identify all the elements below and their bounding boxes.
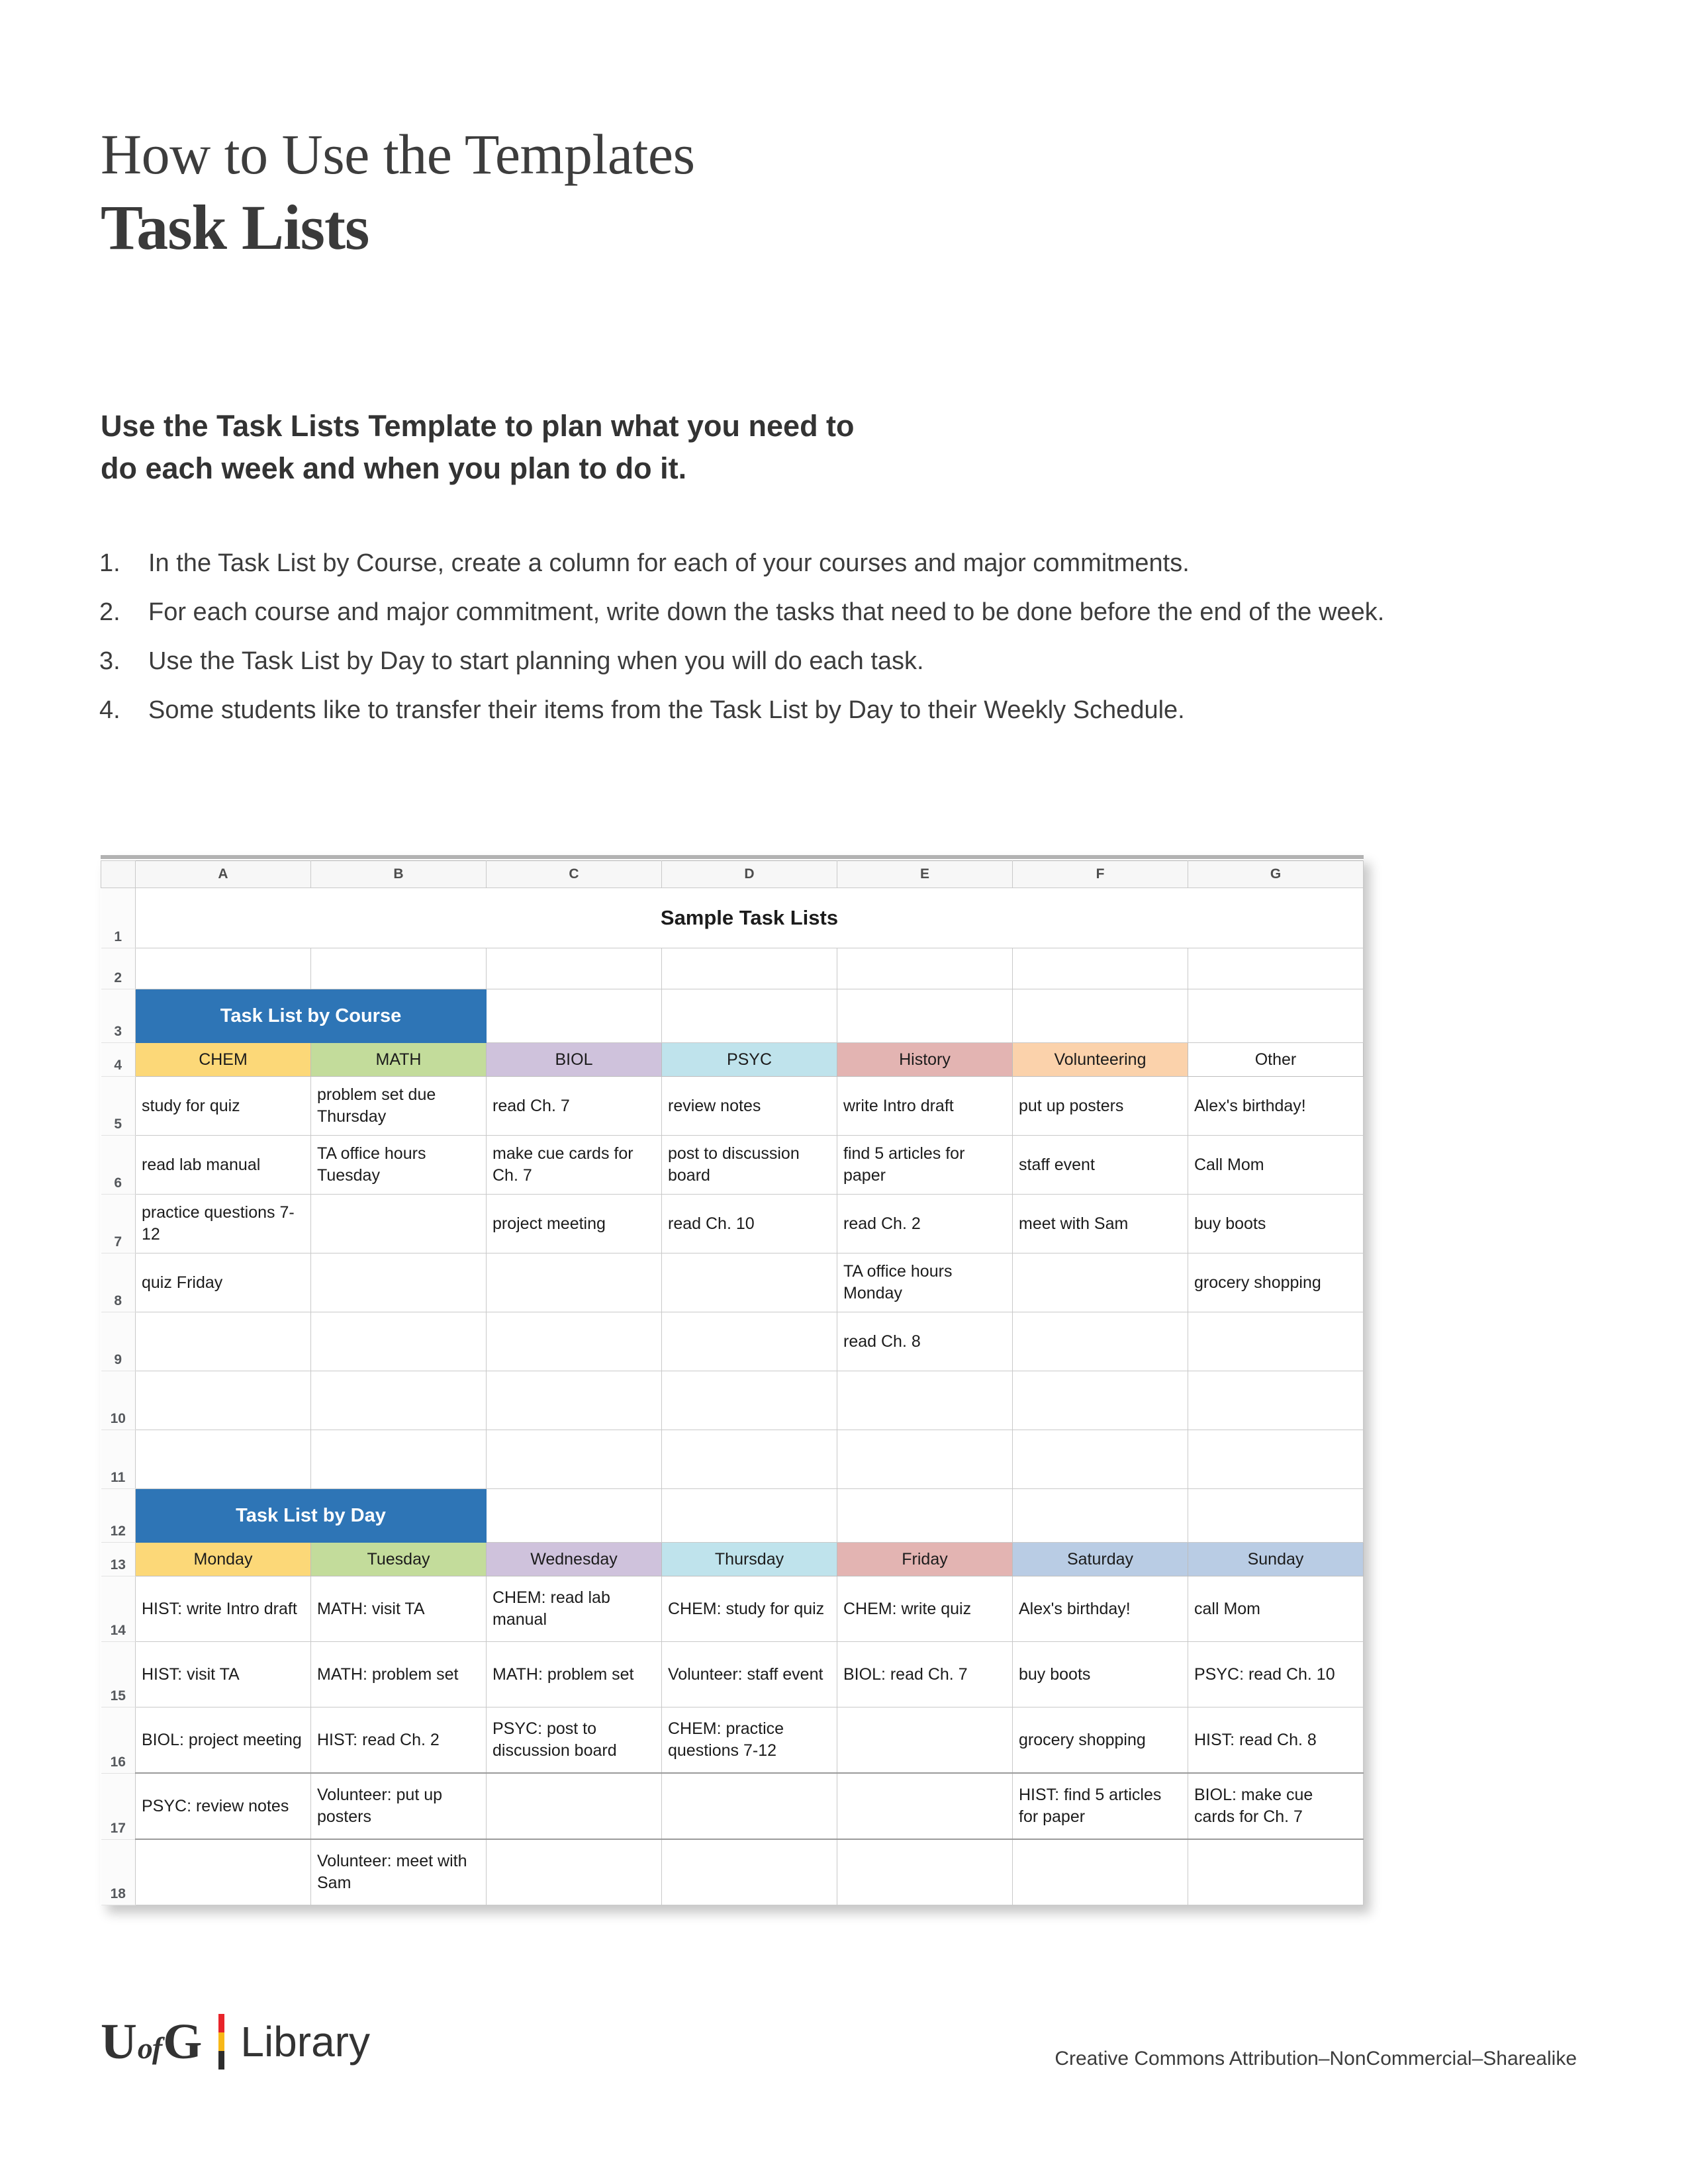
task-cell[interactable]: write Intro draft	[837, 1077, 1013, 1136]
empty-cell[interactable]	[1188, 948, 1364, 989]
license-credit: Creative Commons Attribution–NonCommercial–Sharealike	[1055, 2048, 1577, 2070]
empty-cell[interactable]	[1188, 989, 1364, 1043]
task-cell[interactable]	[662, 1839, 837, 1905]
task-cell[interactable]: MATH: visit TA	[311, 1576, 487, 1642]
task-cell[interactable]: quiz Friday	[136, 1253, 311, 1312]
task-cell[interactable]: MATH: problem set	[311, 1642, 487, 1707]
list-item-number: 2.	[99, 598, 120, 626]
empty-cell[interactable]	[1013, 948, 1188, 989]
empty-cell[interactable]	[136, 948, 311, 989]
list-item	[99, 546, 1443, 582]
course-header-cell[interactable]: BIOL	[487, 1043, 662, 1077]
select-all-corner-icon[interactable]	[101, 861, 136, 888]
task-cell[interactable]	[662, 1773, 837, 1839]
logo-color-bars-icon	[218, 2014, 224, 2070]
logo-library-word: Library	[240, 2018, 370, 2066]
row-number-header[interactable]: 9	[101, 1312, 136, 1371]
column-letter-header[interactable]: E	[837, 861, 1013, 888]
logo-bar-red	[218, 2014, 224, 2032]
task-cell[interactable]	[487, 1312, 662, 1371]
task-cell[interactable]	[837, 1839, 1013, 1905]
empty-cell[interactable]	[487, 948, 662, 989]
empty-cell[interactable]	[487, 989, 662, 1043]
task-cell[interactable]: CHEM: study for quiz	[662, 1576, 837, 1642]
task-cell[interactable]: buy boots	[1013, 1642, 1188, 1707]
spreadsheet-screenshot	[101, 855, 1364, 1905]
logo-letter-u: U	[101, 2014, 136, 2070]
row-number-header[interactable]: 13	[101, 1543, 136, 1576]
row-number-header[interactable]: 12	[101, 1489, 136, 1543]
section-banner-task-list-by-course[interactable]: Task List by Course	[136, 989, 487, 1043]
day-header-cell[interactable]: Wednesday	[487, 1543, 662, 1576]
empty-cell[interactable]	[837, 989, 1013, 1043]
task-cell[interactable]	[837, 1773, 1013, 1839]
uofg-library-logo	[101, 2013, 370, 2070]
day-header-cell[interactable]: Tuesday	[311, 1543, 487, 1576]
list-item-text: Use the Task List by Day to start planning when you will do each task.	[148, 647, 924, 675]
task-cell[interactable]	[487, 1371, 662, 1430]
task-cell[interactable]: CHEM: practice questions 7-12	[662, 1707, 837, 1774]
task-cell[interactable]	[662, 1430, 837, 1489]
task-cell[interactable]: PSYC: post to discussion board	[487, 1707, 662, 1774]
task-cell[interactable]: read Ch. 8	[837, 1312, 1013, 1371]
task-cell[interactable]	[311, 1430, 487, 1489]
row-number-header[interactable]: 14	[101, 1576, 136, 1642]
course-header-cell[interactable]: MATH	[311, 1043, 487, 1077]
task-cell[interactable]: MATH: problem set	[487, 1642, 662, 1707]
page-eyebrow-title: How to Use the Templates	[101, 122, 695, 186]
page-title: Task Lists	[101, 192, 369, 263]
task-cell[interactable]: buy boots	[1188, 1195, 1364, 1253]
row-number-header[interactable]: 8	[101, 1253, 136, 1312]
logo-letter-g: G	[163, 2014, 202, 2070]
course-header-cell[interactable]: Other	[1188, 1043, 1364, 1077]
task-cell[interactable]	[487, 1839, 662, 1905]
empty-cell[interactable]	[1013, 989, 1188, 1043]
task-cell[interactable]: TA office hours Monday	[837, 1253, 1013, 1312]
task-cell[interactable]	[1188, 1839, 1364, 1905]
task-cell[interactable]: review notes	[662, 1077, 837, 1136]
row-number-header[interactable]: 3	[101, 989, 136, 1043]
task-cell[interactable]	[136, 1312, 311, 1371]
list-item-number: 3.	[99, 647, 120, 675]
task-cell[interactable]	[136, 1371, 311, 1430]
row-number-header[interactable]: 17	[101, 1773, 136, 1839]
task-cell[interactable]: put up posters	[1013, 1077, 1188, 1136]
day-header-cell[interactable]: Saturday	[1013, 1543, 1188, 1576]
task-cell[interactable]: BIOL: make cue cards for Ch. 7	[1188, 1773, 1364, 1839]
column-letter-header[interactable]: A	[136, 861, 311, 888]
task-cell[interactable]: read Ch. 10	[662, 1195, 837, 1253]
task-cell[interactable]: study for quiz	[136, 1077, 311, 1136]
row-number-header[interactable]: 7	[101, 1195, 136, 1253]
task-cell[interactable]: project meeting	[487, 1195, 662, 1253]
task-cell[interactable]: BIOL: read Ch. 7	[837, 1642, 1013, 1707]
task-cell[interactable]	[662, 1253, 837, 1312]
course-header-cell[interactable]: Volunteering	[1013, 1043, 1188, 1077]
empty-cell[interactable]	[1013, 1489, 1188, 1543]
task-cell[interactable]: practice questions 7-12	[136, 1195, 311, 1253]
task-cell[interactable]: Alex's birthday!	[1188, 1077, 1364, 1136]
task-cell[interactable]	[1013, 1839, 1188, 1905]
list-item-number: 1.	[99, 549, 120, 577]
row-number-header[interactable]: 4	[101, 1043, 136, 1077]
task-cell[interactable]	[837, 1371, 1013, 1430]
task-cell[interactable]: Volunteer: meet with Sam	[311, 1839, 487, 1905]
task-cell[interactable]	[1013, 1430, 1188, 1489]
task-cell[interactable]	[311, 1253, 487, 1312]
instructions-list	[99, 546, 1443, 742]
task-cell[interactable]: grocery shopping	[1013, 1707, 1188, 1774]
task-cell[interactable]: PSYC: read Ch. 10	[1188, 1642, 1364, 1707]
spreadsheet-top-rule	[101, 855, 1364, 860]
task-cell[interactable]: call Mom	[1188, 1576, 1364, 1642]
task-cell[interactable]: HIST: read Ch. 2	[311, 1707, 487, 1774]
task-cell[interactable]: read Ch. 2	[837, 1195, 1013, 1253]
course-header-cell[interactable]: CHEM	[136, 1043, 311, 1077]
row-number-header[interactable]: 11	[101, 1430, 136, 1489]
task-cell[interactable]	[837, 1430, 1013, 1489]
task-cell[interactable]	[1188, 1371, 1364, 1430]
task-cell[interactable]	[311, 1312, 487, 1371]
task-cell[interactable]: Volunteer: put up posters	[311, 1773, 487, 1839]
task-cell[interactable]	[311, 1371, 487, 1430]
column-letter-header[interactable]: G	[1188, 861, 1364, 888]
task-cell[interactable]	[136, 1839, 311, 1905]
logo-bar-yellow	[218, 2032, 224, 2051]
empty-cell[interactable]	[662, 1489, 837, 1543]
empty-cell[interactable]	[837, 1489, 1013, 1543]
task-cell[interactable]	[136, 1430, 311, 1489]
empty-cell[interactable]	[662, 989, 837, 1043]
lead-line-1: Use the Task Lists Template to plan what you need to	[101, 409, 855, 443]
task-cell[interactable]: HIST: visit TA	[136, 1642, 311, 1707]
task-cell[interactable]	[487, 1773, 662, 1839]
logo-bar-black	[218, 2051, 224, 2070]
row-number-header[interactable]: 5	[101, 1077, 136, 1136]
list-item-text: In the Task List by Course, create a column for each of your courses and major commitments.	[148, 549, 1190, 577]
task-cell[interactable]	[1013, 1253, 1188, 1312]
task-cell[interactable]: Call Mom	[1188, 1136, 1364, 1195]
task-cell[interactable]: read Ch. 7	[487, 1077, 662, 1136]
empty-cell[interactable]	[1188, 1489, 1364, 1543]
empty-cell[interactable]	[662, 948, 837, 989]
spreadsheet-grid	[101, 860, 1364, 1905]
task-cell[interactable]: PSYC: review notes	[136, 1773, 311, 1839]
row-number-header[interactable]: 10	[101, 1371, 136, 1430]
task-cell[interactable]: CHEM: read lab manual	[487, 1576, 662, 1642]
task-cell[interactable]: problem set due Thursday	[311, 1077, 487, 1136]
task-cell[interactable]: HIST: find 5 articles for paper	[1013, 1773, 1188, 1839]
section-banner-task-list-by-day[interactable]: Task List by Day	[136, 1489, 487, 1543]
day-header-cell[interactable]: Thursday	[662, 1543, 837, 1576]
task-cell[interactable]: BIOL: project meeting	[136, 1707, 311, 1774]
empty-cell[interactable]	[311, 948, 487, 989]
lead-line-2: do each week and when you plan to do it.	[101, 451, 687, 485]
row-number-header[interactable]: 1	[101, 888, 136, 948]
row-number-header[interactable]: 6	[101, 1136, 136, 1195]
task-cell[interactable]: HIST: write Intro draft	[136, 1576, 311, 1642]
empty-cell[interactable]	[487, 1489, 662, 1543]
page-footer	[0, 1999, 1688, 2131]
task-cell[interactable]	[662, 1312, 837, 1371]
list-item	[99, 644, 1443, 680]
task-cell[interactable]	[1188, 1312, 1364, 1371]
column-letter-header[interactable]: D	[662, 861, 837, 888]
list-item-text: Some students like to transfer their items from the Task List by Day to their Weekly Schedule.	[148, 696, 1185, 724]
task-cell[interactable]	[487, 1253, 662, 1312]
day-header-cell[interactable]: Monday	[136, 1543, 311, 1576]
empty-cell[interactable]	[837, 948, 1013, 989]
task-cell[interactable]: HIST: read Ch. 8	[1188, 1707, 1364, 1774]
page-header	[101, 122, 1491, 263]
list-item	[99, 595, 1443, 631]
task-cell[interactable]	[1188, 1430, 1364, 1489]
task-cell[interactable]: post to discussion board	[662, 1136, 837, 1195]
row-number-header[interactable]: 2	[101, 948, 136, 989]
day-header-cell[interactable]: Sunday	[1188, 1543, 1364, 1576]
task-cell[interactable]	[487, 1430, 662, 1489]
sheet-title-cell[interactable]: Sample Task Lists	[136, 888, 1364, 948]
task-cell[interactable]	[837, 1707, 1013, 1774]
uofg-wordmark	[101, 2014, 202, 2070]
task-cell[interactable]	[662, 1371, 837, 1430]
task-cell[interactable]: meet with Sam	[1013, 1195, 1188, 1253]
day-header-cell[interactable]: Friday	[837, 1543, 1013, 1576]
course-header-cell[interactable]: PSYC	[662, 1043, 837, 1077]
task-cell[interactable]	[1013, 1371, 1188, 1430]
column-letter-header[interactable]: B	[311, 861, 487, 888]
logo-word-of: of	[137, 2031, 162, 2065]
task-cell[interactable]	[1013, 1312, 1188, 1371]
column-letter-header[interactable]: F	[1013, 861, 1188, 888]
task-cell[interactable]: TA office hours Tuesday	[311, 1136, 487, 1195]
column-letter-header[interactable]: C	[487, 861, 662, 888]
row-number-header[interactable]: 16	[101, 1707, 136, 1774]
task-cell[interactable]: read lab manual	[136, 1136, 311, 1195]
task-cell[interactable]: find 5 articles for paper	[837, 1136, 1013, 1195]
list-item-number: 4.	[99, 696, 120, 724]
task-cell[interactable]: grocery shopping	[1188, 1253, 1364, 1312]
list-item-text: For each course and major commitment, write down the tasks that need to be done before the end of the week.	[148, 598, 1385, 626]
task-cell[interactable]: CHEM: write quiz	[837, 1576, 1013, 1642]
task-cell[interactable]: make cue cards for Ch. 7	[487, 1136, 662, 1195]
task-cell[interactable]: Alex's birthday!	[1013, 1576, 1188, 1642]
row-number-header[interactable]: 15	[101, 1642, 136, 1707]
course-header-cell[interactable]: History	[837, 1043, 1013, 1077]
task-cell[interactable]	[311, 1195, 487, 1253]
lead-paragraph	[101, 405, 1226, 490]
task-cell[interactable]: Volunteer: staff event	[662, 1642, 837, 1707]
row-number-header[interactable]: 18	[101, 1839, 136, 1905]
task-cell[interactable]: staff event	[1013, 1136, 1188, 1195]
list-item	[99, 693, 1443, 729]
